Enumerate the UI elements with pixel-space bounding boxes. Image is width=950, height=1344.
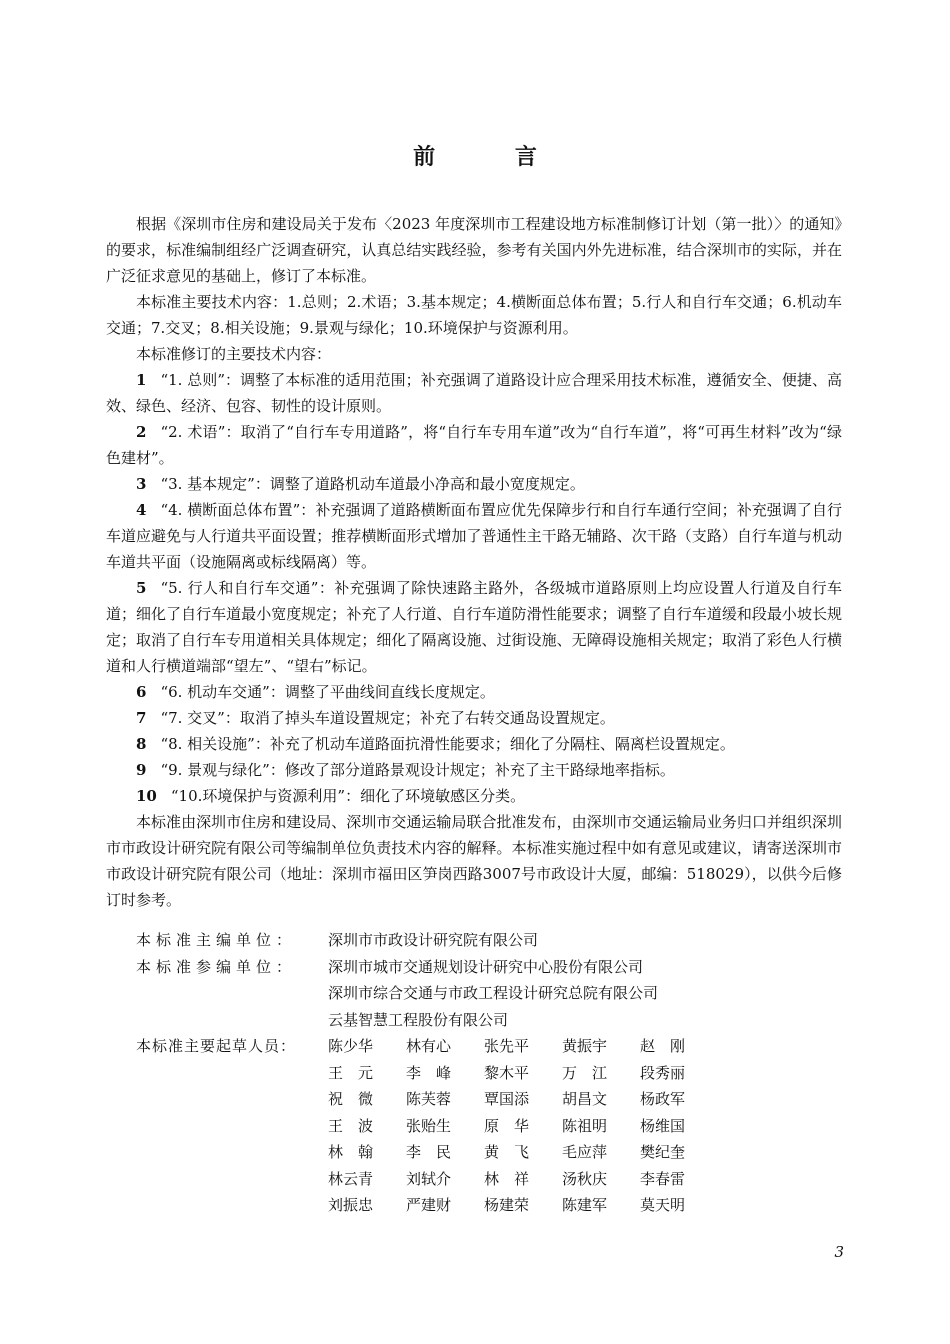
participating-unit-row [136,954,856,981]
revision-item [106,757,842,783]
drafter-name: 林云青 [328,1169,374,1188]
item-number: 3 [136,475,147,493]
participating-unit: 深圳市城市交通规划设计研究中心股份有限公司 [328,957,644,976]
drafters-row [136,1086,856,1113]
item-number: 7 [136,709,147,727]
paragraph [106,289,842,341]
drafters-row [136,1060,856,1087]
revision-item [106,783,842,809]
participating-unit-label: 本标准参编单位： [136,957,297,976]
page-number: 3 [834,1243,844,1261]
drafter-name: 祝 微 [328,1090,374,1108]
paragraph-text: 本标准由深圳市住房和建设局、深圳市交通运输局联合批准发布，由深圳市交通运输局业务归口并组织深圳市市政设计研究院有限公司等编制单位负责技术内容的解释。本标准实施过程中如有意见或建议，请寄送深圳市市政设计研究院有限公司（地址：深圳市福田区笋岗西路3007号市政设计大厦，邮编：518029），以供今后修订时参考。 [106,813,842,909]
page-title: 前 言 [413,144,573,170]
participating-unit-row [136,1007,856,1034]
item-text: “6. 机动车交通”：调整了平曲线间直线长度规定。 [160,683,495,701]
credits-block [136,927,856,1219]
participating-unit: 深圳市综合交通与市政工程设计研究总院有限公司 [328,984,659,1002]
drafter-name: 李 民 [406,1143,452,1161]
drafter-name: 莫天明 [640,1196,686,1214]
drafter-name: 黄振宇 [562,1037,608,1055]
item-number: 1 [136,371,147,389]
drafter-name: 刘轼介 [406,1169,452,1188]
drafters-row [136,1139,856,1166]
revision-item [106,575,842,679]
paragraph [106,211,842,289]
drafters-label: 本标准主要起草人员： [136,1037,297,1055]
paragraph-text: 本标准主要技术内容：1.总则；2.术语；3.基本规定；4.横断面总体布置；5.行人和自行车交通；6.机动车交通；7.交叉；8.相关设施；9.景观与绿化；10.环境保护与资源利用。 [106,293,842,337]
chief-unit: 深圳市市政设计研究院有限公司 [328,931,539,949]
drafter-name: 陈建军 [562,1196,608,1214]
revision-item [106,731,842,757]
item-number: 10 [136,787,157,805]
revision-item [106,471,842,497]
item-number: 8 [136,735,147,753]
drafter-name: 王 波 [328,1116,374,1135]
drafter-name: 段秀丽 [640,1063,686,1082]
paragraph-text: 根据《深圳市住房和建设局关于发布〈2023 年度深圳市工程建设地方标准制修订计划（第一批）〉的通知》的要求，标准编制组经广泛调查研究，认真总结实践经验，参考有关国内外先进标准，结合深圳市的实际，并在广泛征求意见的基础上，修订了本标准。 [106,215,842,285]
drafter-name: 林 翰 [328,1143,374,1161]
drafter-name: 原 华 [484,1116,530,1135]
revision-item [106,367,842,419]
drafters-row [136,1166,856,1193]
drafter-name: 杨维国 [640,1116,686,1135]
item-number: 6 [136,683,147,701]
drafters-row [136,1113,856,1140]
revision-item [106,679,842,705]
item-number: 2 [136,423,147,441]
item-text: “5. 行人和自行车交通”：补充强调了除快速路主路外，各级城市道路原则上均应设置人行道及自行车道；细化了自行车道最小宽度规定；补充了人行道、自行车道防滑性能要求；调整了自行车道缓和段最小坡长规定；取消了自行车专用道相关具体规定；细化了隔离设施、过街设施、无障碍设施相关规定；取消了彩色人行横道和人行横道端部“望左”、“望右”标记。 [106,579,842,675]
revision-item [106,497,842,575]
drafter-name: 刘振忠 [328,1196,374,1214]
drafter-name: 杨建荣 [484,1196,530,1214]
item-number: 9 [136,761,147,779]
item-text: “2. 术语”：取消了“自行车专用道路”，将“自行车专用车道”改为“自行车道”，将“可再生材料”改为“绿色建材”。 [106,423,842,467]
revision-item [106,705,842,731]
drafter-name: 王 元 [328,1063,374,1082]
item-number: 4 [136,501,147,519]
drafter-name: 林 祥 [484,1169,530,1188]
drafter-name: 毛应萍 [562,1143,608,1161]
drafter-name: 陈芙蓉 [406,1090,452,1108]
revision-item [106,419,842,471]
drafter-name: 赵 刚 [640,1037,686,1055]
paragraph [106,809,842,913]
participating-unit: 云基智慧工程股份有限公司 [328,1010,509,1029]
participating-unit-row [136,980,856,1007]
paragraph-text: 本标准修订的主要技术内容： [136,345,332,363]
drafter-name: 张先平 [484,1037,530,1055]
preface-body [106,211,842,913]
drafter-name: 覃国添 [484,1090,530,1108]
drafter-name: 张贻生 [406,1116,452,1135]
chief-unit-row [136,927,856,954]
item-number: 5 [136,579,147,597]
drafter-name: 陈少华 [328,1037,374,1055]
chief-unit-label: 本标准主编单位： [136,931,297,949]
drafter-name: 李春雷 [640,1169,686,1188]
item-text: “1. 总则”：调整了本标准的适用范围；补充强调了道路设计应合理采用技术标准，遵循安全、便捷、高效、绿色、经济、包容、韧性的设计原则。 [106,371,842,415]
drafter-name: 严建财 [406,1196,452,1214]
item-text: “7. 交叉”：取消了掉头车道设置规定；补充了右转交通岛设置规定。 [160,709,615,727]
drafter-name: 樊纪奎 [640,1143,686,1161]
drafter-name: 杨政军 [640,1090,686,1108]
paragraph [106,341,842,367]
drafter-name: 李 峰 [406,1063,452,1082]
drafter-name: 陈祖明 [562,1116,608,1135]
drafter-name: 黎木平 [484,1063,530,1082]
drafter-name: 黄 飞 [484,1143,530,1161]
item-text: “10.环境保护与资源利用”：细化了环境敏感区分类。 [170,787,526,805]
item-text: “9. 景观与绿化”：修改了部分道路景观设计规定；补充了主干路绿地率指标。 [160,761,675,779]
drafter-name: 林有心 [406,1037,452,1055]
item-text: “4. 横断面总体布置”：补充强调了道路横断面布置应优先保障步行和自行车通行空间；补充强调了自行车道应避免与人行道共平面设置；推荐横断面形式增加了普通性主干路无辅路、次干路（支路）自行车道与机动车道共平面（设施隔离或标线隔离）等。 [106,501,842,571]
item-text: “8. 相关设施”：补充了机动车道路面抗滑性能要求；细化了分隔柱、隔离栏设置规定。 [160,735,735,753]
drafter-name: 汤秋庆 [562,1169,608,1188]
drafters-row [136,1192,856,1219]
item-text: “3. 基本规定”：调整了道路机动车道最小净高和最小宽度规定。 [160,475,585,493]
drafter-name: 万 江 [562,1063,608,1082]
drafter-name: 胡昌文 [562,1090,608,1108]
drafters-row [136,1033,856,1060]
